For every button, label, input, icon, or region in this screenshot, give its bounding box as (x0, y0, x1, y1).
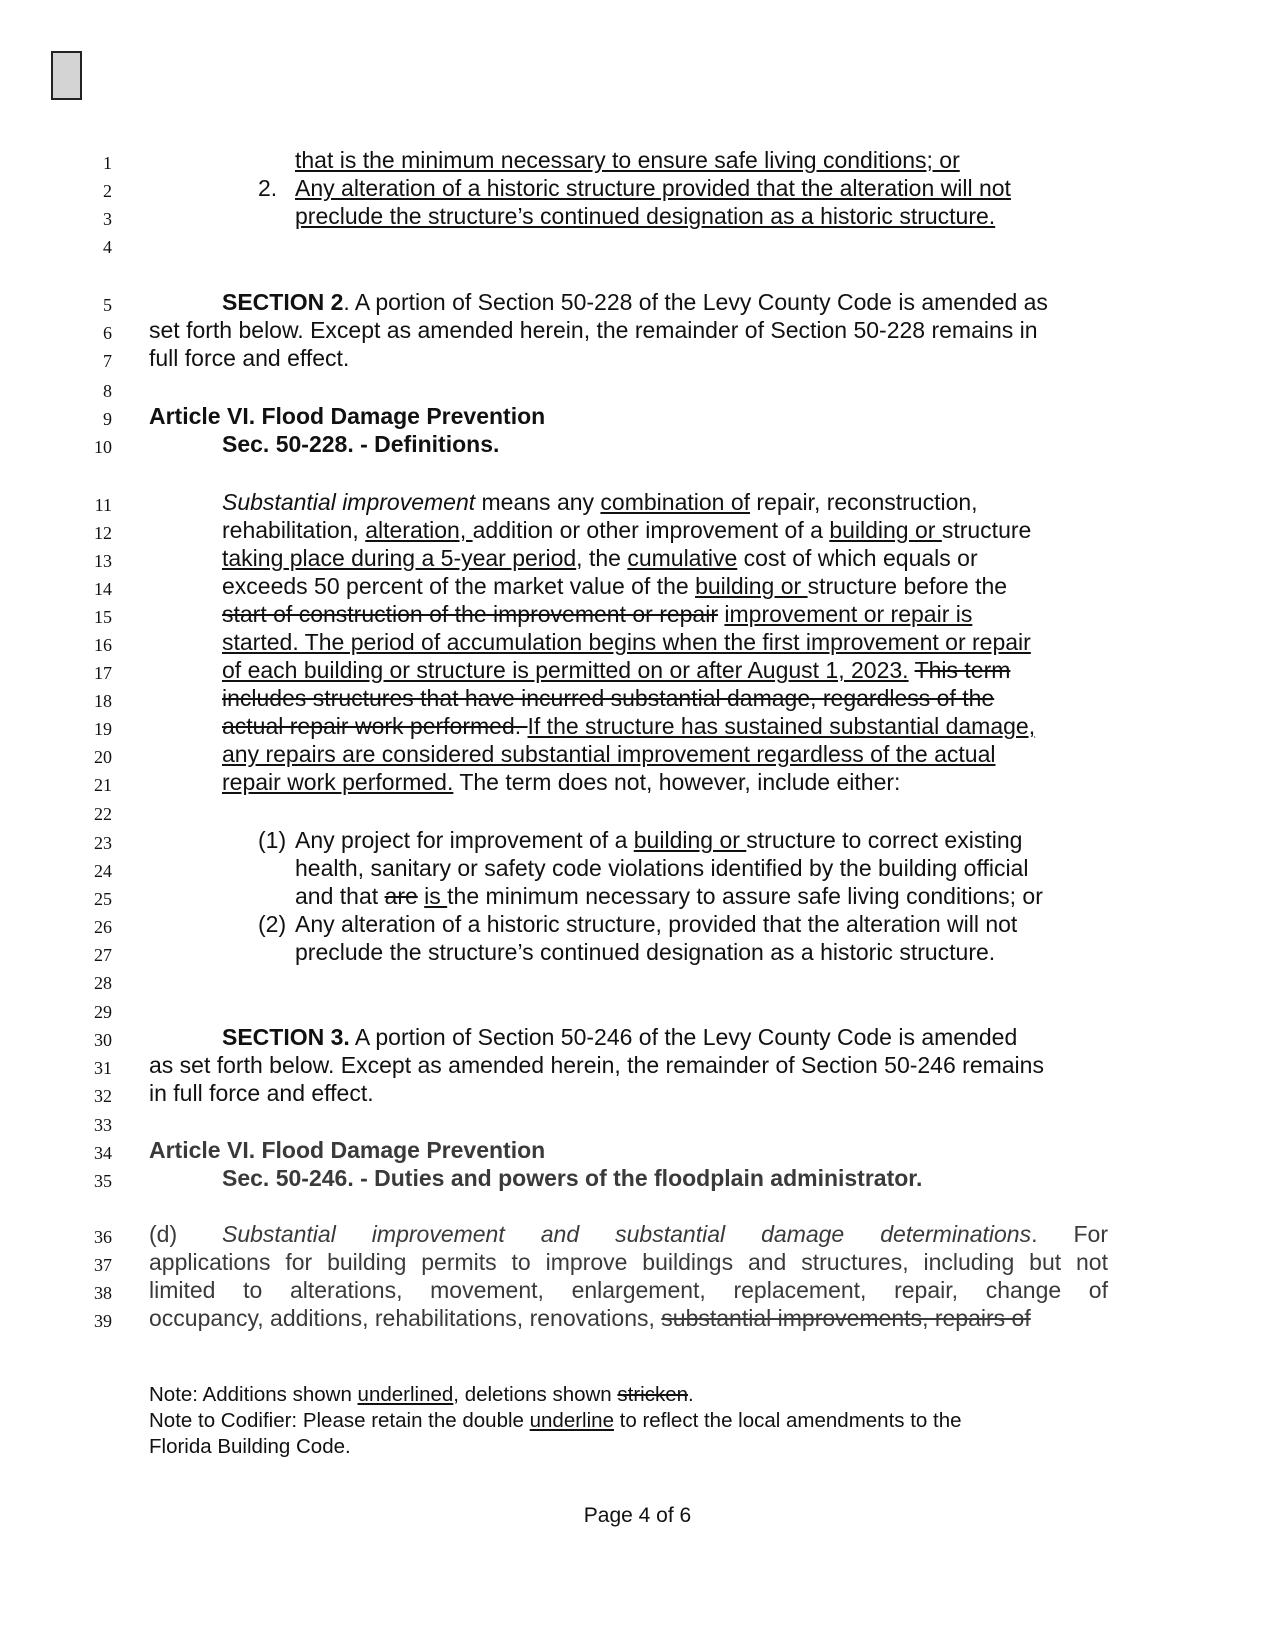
line-10 (0, 430, 1275, 459)
line-7 (0, 344, 1275, 373)
deletion: actual repair work performed. (222, 713, 528, 739)
addition: taking place during a 5-year period (222, 545, 577, 571)
line-number: 31 (94, 1058, 112, 1078)
text: the minimum necessary to assure safe living conditions; or (447, 883, 1043, 909)
line-37 (0, 1248, 1275, 1277)
line-number: 29 (94, 1002, 112, 1022)
section-heading-50-246: Sec. 50-246. - Duties and powers of the floodplain administrator. (222, 1165, 923, 1191)
text: structure (941, 517, 1032, 543)
line-number: 7 (103, 351, 112, 371)
text: , the (576, 545, 628, 571)
line-number: 20 (94, 747, 112, 767)
line-number: 33 (94, 1115, 112, 1135)
line-32 (0, 1079, 1275, 1108)
text: to reflect the local amendments to the (613, 1409, 962, 1432)
line-number: 21 (94, 775, 112, 795)
line-13 (0, 544, 1275, 573)
line-19 (0, 712, 1275, 741)
text: , deletions shown (453, 1383, 618, 1406)
line-number: 30 (94, 1030, 112, 1050)
line-number: 2 (103, 181, 112, 201)
subsection-title: Substantial improvement and substantial damage determinations (222, 1221, 1032, 1247)
checkbox-marker (51, 51, 82, 100)
line-number: 27 (94, 945, 112, 965)
text: Any project for improvement of a (295, 827, 634, 853)
deletion: includes structures that have incurred substantial damage, regardless of the (222, 685, 995, 711)
line-26 (0, 910, 1275, 939)
addition: cumulative (627, 545, 738, 571)
article-heading-2: Article VI. Flood Damage Prevention (149, 1137, 546, 1163)
underline-sample: underlined (357, 1383, 454, 1406)
text: Note to Codifier: Please retain the double (149, 1409, 530, 1432)
line-9 (0, 402, 1275, 431)
line-number: 38 (94, 1283, 112, 1303)
text: as set forth below. Except as amended herein, the remainder of Section 50-246 remains (149, 1052, 1044, 1078)
line-number: 4 (103, 237, 112, 257)
addition: any repairs are considered substantial improvement regardless of the actual (222, 741, 996, 767)
addition: repair work performed. (222, 769, 454, 795)
line-24 (0, 854, 1275, 883)
text: means any (475, 489, 601, 515)
line-number: 36 (94, 1227, 112, 1247)
line-number: 19 (94, 719, 112, 739)
text: in full force and effect. (149, 1080, 374, 1106)
text: applications for building permits to improve buildings and structures, including but not (149, 1249, 1108, 1275)
line-17 (0, 656, 1275, 685)
section-3-title: SECTION 3. (222, 1024, 350, 1050)
addition: building or (633, 827, 747, 853)
text: health, sanitary or safety code violations identified by the building official (295, 855, 1029, 881)
deletion: are (384, 883, 418, 909)
section-2-paragraph-start (222, 288, 1048, 317)
note-to-codifier (149, 1408, 962, 1434)
strike-sample: stricken (617, 1383, 689, 1406)
section-2-text: . A portion of Section 50-228 of the Levy County Code is amended as (343, 289, 1048, 315)
line-number: 14 (94, 579, 112, 599)
text: occupancy, additions, rehabilitations, renovations, (149, 1305, 662, 1331)
text: rehabilitation, (222, 517, 366, 543)
article-heading: Article VI. Flood Damage Prevention (149, 403, 546, 429)
line-number: 12 (94, 523, 112, 543)
line-number: 5 (103, 295, 112, 315)
text: addition or other improvement of a (472, 517, 830, 543)
line-25 (0, 882, 1275, 911)
line-number-row (0, 995, 1275, 1024)
note-additions-deletions (149, 1382, 694, 1408)
line-number: 37 (94, 1255, 112, 1275)
line-number-row (0, 797, 1275, 826)
line-number: 34 (94, 1143, 112, 1163)
addition: alteration, (365, 517, 473, 543)
section-heading-50-228: Sec. 50-228. - Definitions. (222, 431, 500, 457)
text: exceeds 50 percent of the market value of the (222, 573, 696, 599)
line-number-row (0, 1108, 1275, 1137)
section-2-line-6: set forth below. Except as amended herein, the remainder of Section 50-228 remains in (149, 317, 1038, 343)
line-number: 23 (94, 833, 112, 853)
addition: of each building or structure is permitted on or after August 1, 2023. (222, 657, 909, 683)
line-number-row (0, 966, 1275, 995)
text: repair, reconstruction, (750, 489, 978, 515)
line-6 (0, 316, 1275, 345)
top-line-3: preclude the structure’s continued designation as a historic structure. (295, 203, 996, 229)
line-number: 15 (94, 607, 112, 627)
line-number: 28 (94, 973, 112, 993)
line-number: 6 (103, 323, 112, 343)
list-number-2: 2. (258, 175, 278, 201)
line-2 (0, 174, 1275, 203)
line-38 (0, 1276, 1275, 1305)
line-18 (0, 684, 1275, 713)
text: cost of which equals or (737, 545, 978, 571)
line-number: 8 (103, 381, 112, 401)
text: A portion of Section 50-246 of the Levy County Code is amended (349, 1024, 1018, 1050)
line-number: 18 (94, 691, 112, 711)
line-number: 11 (94, 495, 112, 515)
top-line-2: Any alteration of a historic structure provided that the alteration will not (295, 175, 1011, 201)
deletion: substantial improvements, repairs of (661, 1305, 1031, 1331)
defined-term: Substantial improvement (222, 489, 476, 515)
line-15 (0, 600, 1275, 629)
text: The term does not, however, include either: (453, 769, 901, 795)
addition: is (424, 883, 448, 909)
line-number: 32 (94, 1086, 112, 1106)
line-14 (0, 572, 1275, 601)
addition: combination of (600, 489, 751, 515)
line-number: 9 (103, 409, 112, 429)
line-27 (0, 938, 1275, 967)
addition: improvement or repair is (724, 601, 973, 627)
line-number: 22 (94, 804, 112, 824)
line-36 (0, 1220, 1275, 1249)
line-number-row (0, 374, 1275, 403)
addition: If the structure has sustained substantial damage, (527, 713, 1036, 739)
text: and that (295, 883, 385, 909)
line-number: 1 (103, 153, 112, 173)
line-number: 26 (94, 917, 112, 937)
line-3 (0, 202, 1275, 231)
section-2-title: SECTION 2 (222, 289, 344, 315)
deletion: start of construction of the improvement or repair (222, 601, 718, 627)
text: . (688, 1383, 694, 1406)
line-number: 35 (94, 1171, 112, 1191)
line-number-row (0, 230, 1275, 259)
line-31 (0, 1051, 1275, 1080)
line-35 (0, 1164, 1275, 1193)
line-5 (0, 288, 1275, 317)
line-number: 25 (94, 889, 112, 909)
line-number: 3 (103, 209, 112, 229)
addition: building or (829, 517, 942, 543)
line-39 (0, 1304, 1275, 1333)
text: preclude the structure’s continued designation as a historic structure. (295, 939, 996, 965)
line-30 (0, 1023, 1275, 1052)
line-number: 13 (94, 551, 112, 571)
text: limited to alterations, movement, enlargement, replacement, repair, change of (149, 1277, 1108, 1303)
line-20 (0, 740, 1275, 769)
list-number-1: (1) (258, 827, 287, 853)
line-11 (0, 488, 1275, 517)
line-number: 10 (94, 437, 112, 457)
line-34 (0, 1136, 1275, 1165)
line-23 (0, 826, 1275, 855)
line-16 (0, 628, 1275, 657)
section-2-line-7: full force and effect. (149, 345, 350, 371)
line-number: 24 (94, 861, 112, 881)
text: Any alteration of a historic structure, provided that the alteration will not (295, 911, 1018, 937)
underline-sample: underline (529, 1409, 614, 1432)
addition: building or (695, 573, 808, 599)
line-number: 39 (94, 1311, 112, 1331)
line-number: 16 (94, 635, 112, 655)
text: structure to correct existing (746, 827, 1023, 853)
deletion: This term (914, 657, 1011, 683)
line-12 (0, 516, 1275, 545)
subsection-label: (d) (149, 1221, 178, 1247)
addition: started. The period of accumulation begins when the first improvement or repair (222, 629, 1031, 655)
text: . For (1031, 1221, 1108, 1247)
text: Note: Additions shown (149, 1383, 358, 1406)
line-number: 17 (94, 663, 112, 683)
note-florida-building-code: Florida Building Code. (149, 1435, 351, 1458)
top-line-1: that is the minimum necessary to ensure safe living conditions; or (295, 147, 960, 173)
line-1 (0, 146, 1275, 175)
page-number: Page 4 of 6 (583, 1504, 692, 1527)
text: structure before the (807, 573, 1008, 599)
line-21 (0, 768, 1275, 797)
list-number-2b: (2) (258, 911, 287, 937)
